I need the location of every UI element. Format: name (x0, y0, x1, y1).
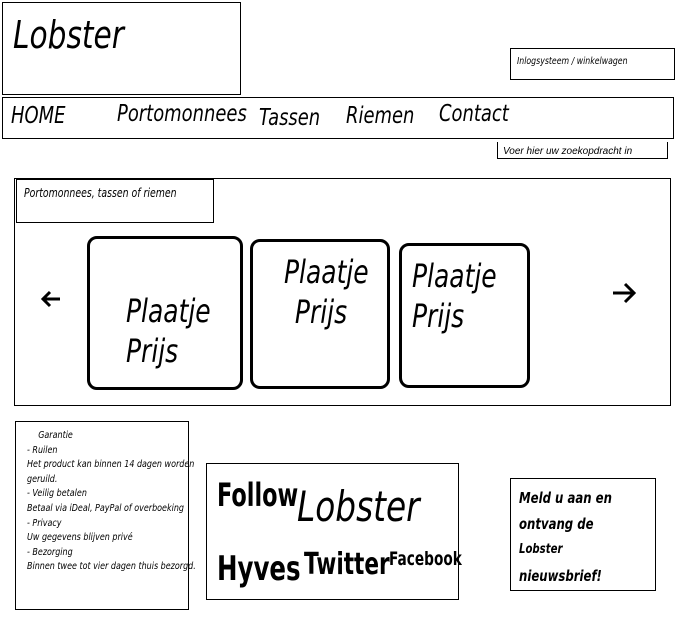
login-cart-box[interactable] (510, 48, 675, 80)
product-price: Prijs (412, 297, 465, 335)
guarantee-line: - Privacy (27, 517, 62, 529)
nav-item-home[interactable]: HOME (11, 103, 66, 129)
newsletter-box[interactable] (510, 478, 656, 591)
product-card[interactable] (399, 243, 530, 388)
nav-item-portomonnees[interactable]: Portomonnees (117, 101, 247, 127)
newsletter-line: ontvang de (519, 515, 594, 533)
nav-item-tassen[interactable]: Tassen (259, 105, 321, 131)
facebook-link[interactable]: Facebook (389, 548, 462, 570)
newsletter-line: Lobster (519, 542, 563, 557)
guarantee-line: Uw gegevens blijven privé (27, 532, 133, 544)
category-label-box (16, 179, 214, 223)
arrow-left-icon[interactable] (40, 286, 62, 316)
category-label: Portomonnees, tassen of riemen (24, 186, 177, 200)
twitter-link[interactable]: Twitter (304, 547, 390, 582)
guarantee-line: Betaal via iDeal, PayPal of overboeking (27, 502, 184, 514)
product-card[interactable] (87, 236, 243, 390)
login-cart-link[interactable]: Inlogsysteem / winkelwagen (517, 56, 628, 67)
guarantee-line: Het product kan binnen 14 dagen worden (27, 459, 195, 471)
guarantee-line: geruild. (27, 473, 58, 485)
product-price: Prijs (294, 293, 348, 331)
product-card[interactable] (250, 239, 390, 389)
guarantee-line: - Ruilen (27, 444, 58, 456)
search-input[interactable] (497, 142, 668, 159)
product-price: Prijs (126, 332, 179, 370)
guarantee-line: - Veilig betalen (27, 488, 87, 500)
arrow-right-icon[interactable] (611, 280, 637, 312)
logo-text[interactable]: Lobster (13, 13, 124, 57)
nav-item-riemen[interactable]: Riemen (346, 103, 415, 129)
product-image-placeholder: Plaatje (284, 253, 369, 291)
main-nav (2, 97, 674, 139)
guarantee-title: Garantie (38, 430, 73, 441)
follow-brand: Lobster (297, 482, 420, 531)
newsletter-line: nieuwsbrief! (519, 567, 602, 585)
hyves-link[interactable]: Hyves (217, 549, 301, 589)
newsletter-signup[interactable] (519, 485, 612, 589)
guarantee-box (15, 421, 196, 610)
guarantee-line: - Bezorging (27, 546, 73, 558)
product-image-placeholder: Plaatje (412, 257, 497, 295)
nav-item-contact[interactable]: Contact (439, 101, 509, 127)
newsletter-line: Meld u aan en (519, 489, 612, 507)
follow-label: Follow (217, 476, 299, 514)
product-image-placeholder: Plaatje (126, 292, 211, 330)
guarantee-line: Binnen twee tot vier dagen thuis bezorgd. (27, 561, 196, 573)
logo-box[interactable] (2, 2, 241, 95)
follow-box (206, 463, 462, 600)
